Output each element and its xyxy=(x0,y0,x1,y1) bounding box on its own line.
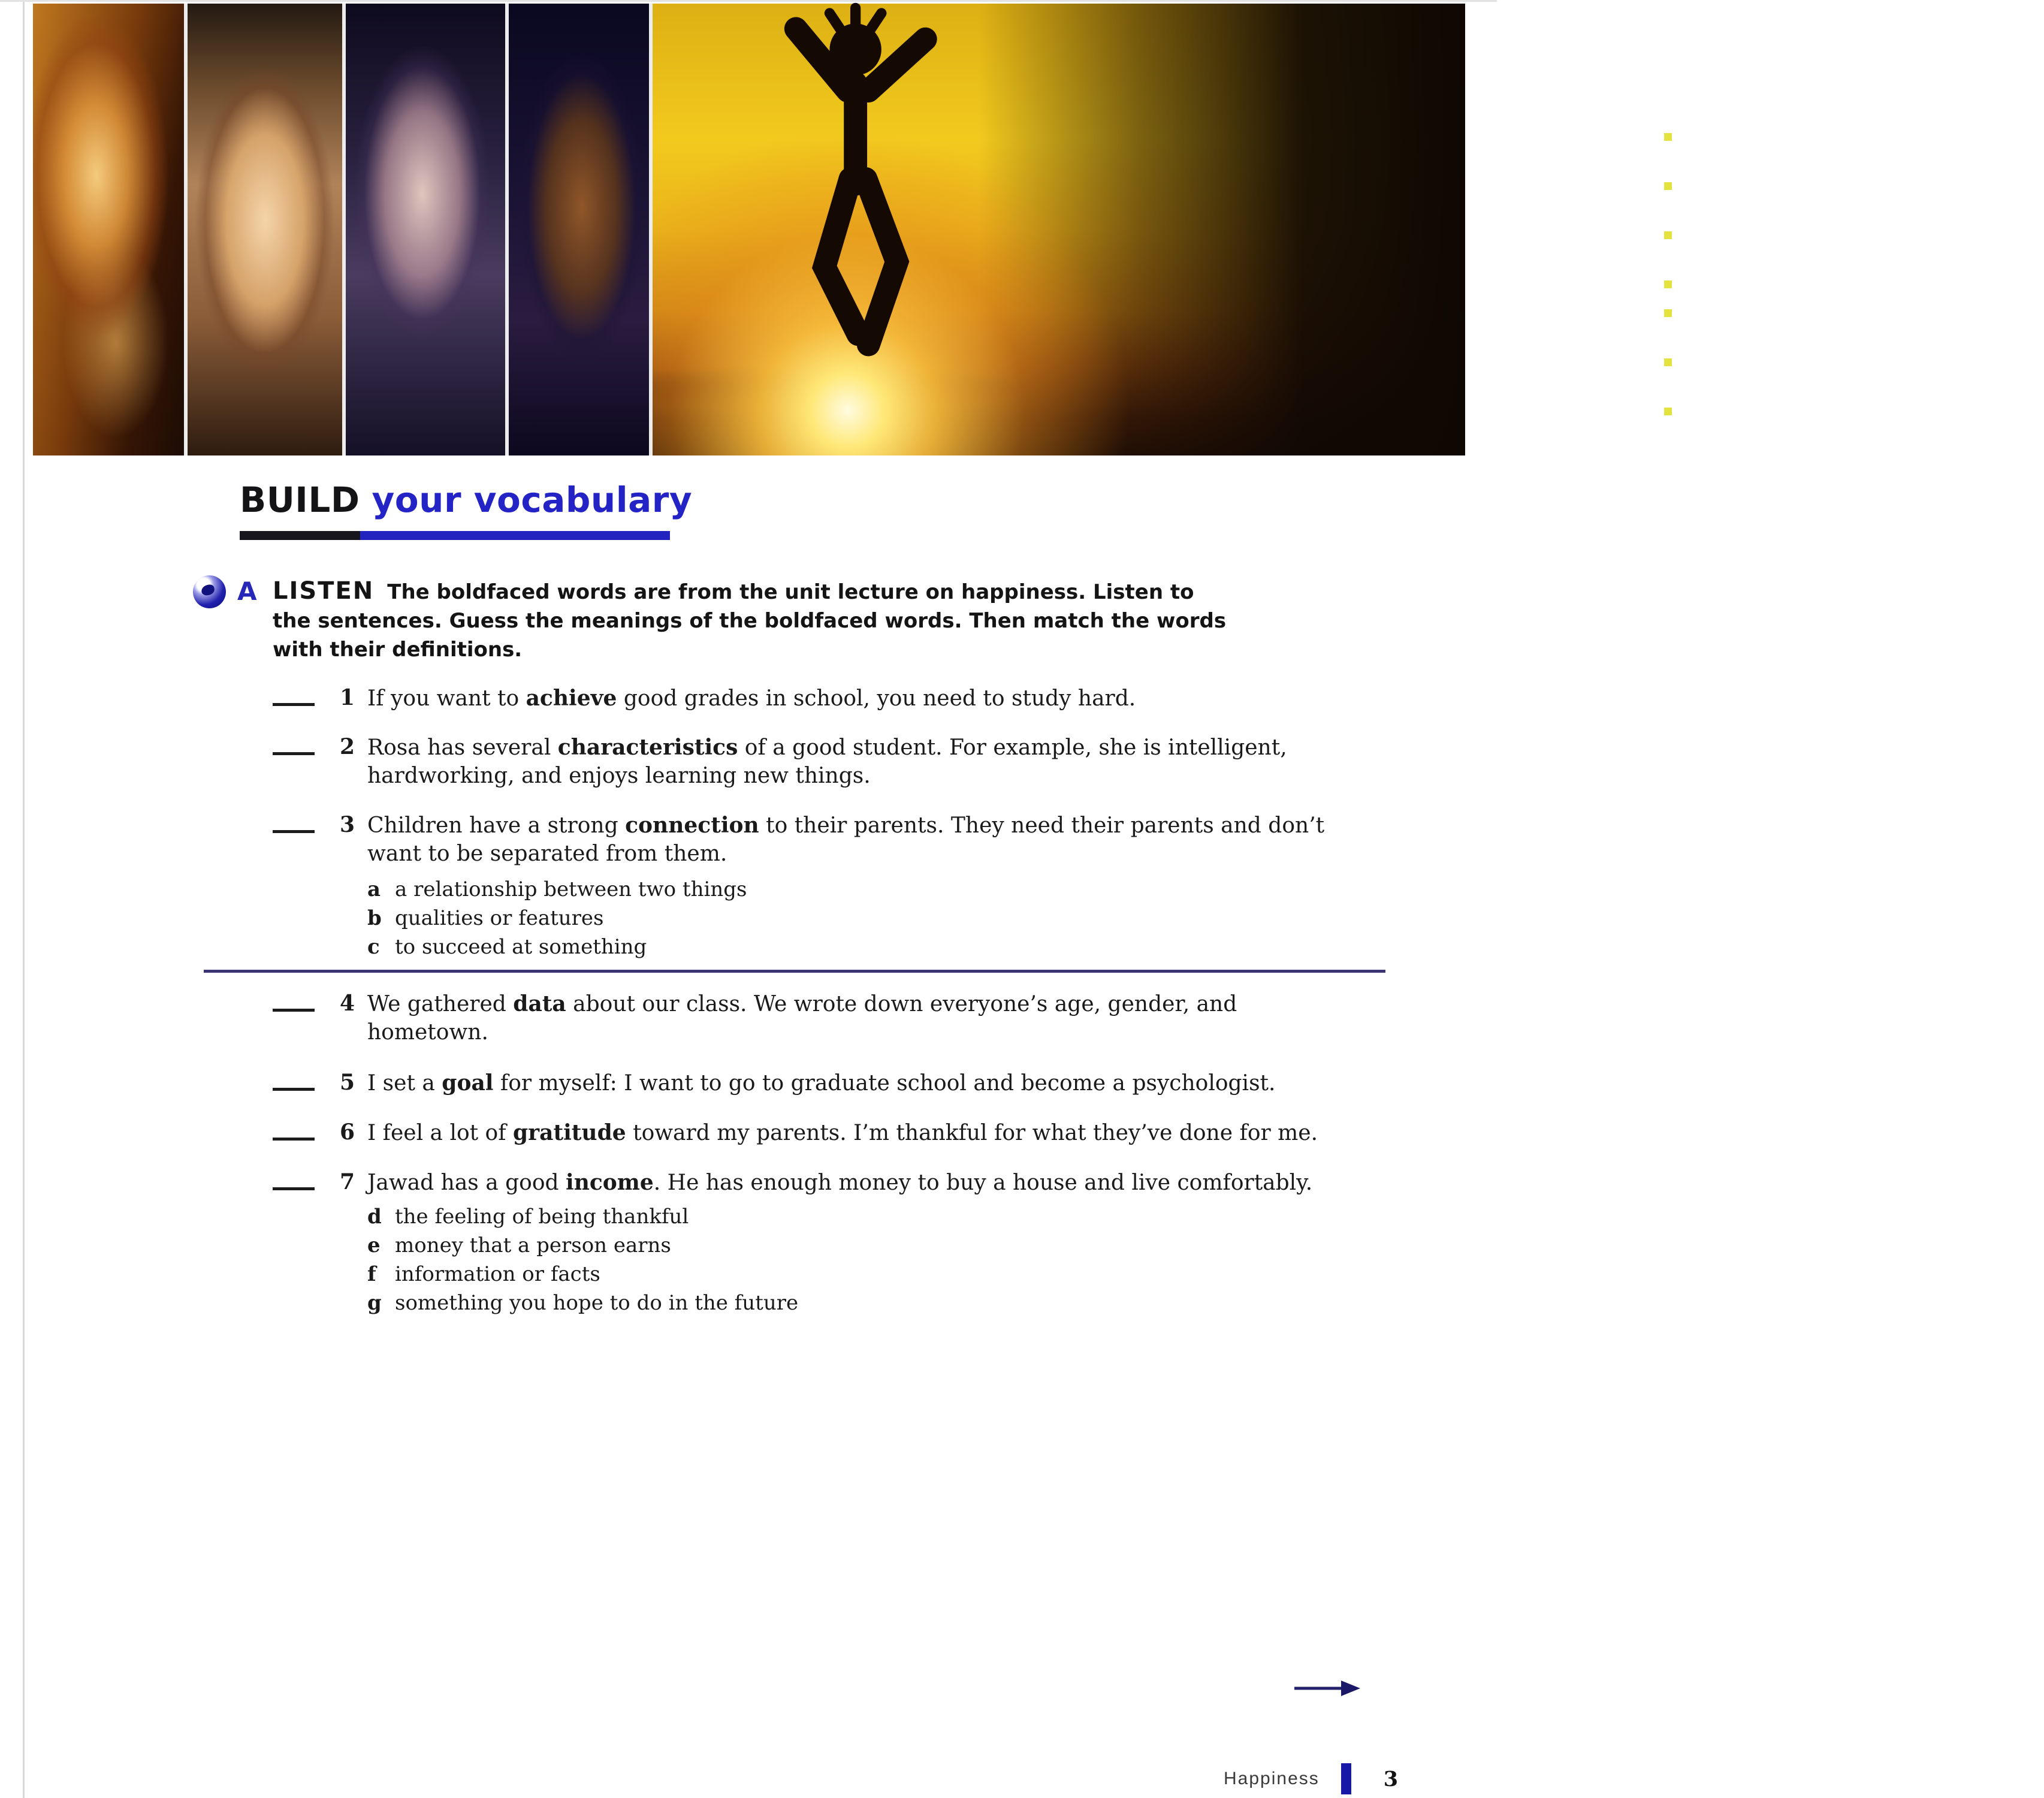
sentence-text: I set a xyxy=(367,1071,442,1096)
bullet-square-icon xyxy=(1664,133,1672,141)
definition-row xyxy=(367,1232,798,1261)
item-sentence xyxy=(367,811,1380,868)
activity-type-label: LISTEN xyxy=(273,577,375,605)
answer-blank[interactable] xyxy=(273,734,315,755)
outcome-item xyxy=(1664,128,2044,168)
footer-unit-title: Happiness xyxy=(1224,1769,1320,1788)
answer-blank[interactable] xyxy=(273,1169,315,1190)
definition-letter: a xyxy=(367,877,381,901)
activity-instructions xyxy=(273,577,1231,664)
outcome-item xyxy=(1664,353,2044,394)
sentence-text: good grades in school, you need to study hard. xyxy=(617,686,1136,711)
outcome-text: fact-check statements about a psychology lecture xyxy=(1682,227,1961,266)
unit-opener-banner xyxy=(33,4,2021,455)
learning-outcomes-title: LEARNING OUTCOMES xyxy=(1664,59,1922,80)
learning-outcomes-panel xyxy=(1664,59,2044,451)
definitions-list-abc xyxy=(367,876,747,963)
sunset-photo xyxy=(653,4,2021,455)
page-title xyxy=(240,479,692,520)
outcome-text: recognize and practice strategies for agreeing xyxy=(1682,304,2021,343)
face-photo-3 xyxy=(346,4,505,455)
definition-row xyxy=(367,1261,798,1290)
learning-outcomes-intro: In this unit you will: xyxy=(1664,93,1846,112)
next-page-arrow-icon[interactable] xyxy=(1293,1677,1361,1700)
audio-icon[interactable] xyxy=(193,575,226,608)
sentence-text: toward my parents. I’m thankful for what they’ve done for me. xyxy=(626,1121,1318,1145)
section-label-a: A xyxy=(237,577,257,606)
definition-letter: d xyxy=(367,1205,382,1229)
definitions-list-defg xyxy=(367,1203,798,1319)
definition-text: money that a person earns xyxy=(395,1233,671,1257)
face-photo-1 xyxy=(33,4,184,455)
bullet-square-icon xyxy=(1664,231,1672,239)
item-number: 6 xyxy=(340,1120,355,1145)
footer-page-number: 3 xyxy=(1383,1766,1399,1791)
sentence-text: Jawad has a good xyxy=(367,1170,566,1195)
item-number: 2 xyxy=(340,734,355,759)
exercise-item-2 xyxy=(273,734,1399,790)
vocab-word: gratitude xyxy=(513,1120,626,1145)
definition-text: a relationship between two things xyxy=(395,877,747,901)
definition-letter: e xyxy=(367,1233,381,1257)
bullet-square-icon xyxy=(1664,280,1672,288)
definition-row xyxy=(367,1203,798,1232)
definition-text: the feeling of being thankful xyxy=(395,1205,689,1229)
definition-row xyxy=(367,905,747,934)
vocab-word: data xyxy=(513,991,566,1016)
bullet-square-icon xyxy=(1664,358,1672,366)
outcome-item xyxy=(1664,275,2044,295)
vocab-word: income xyxy=(566,1170,654,1195)
answer-blank[interactable] xyxy=(273,811,315,833)
item-sentence xyxy=(367,684,1380,713)
sentence-text: I feel a lot of xyxy=(367,1121,513,1145)
face-photo-4 xyxy=(509,4,649,455)
definition-text: qualities or features xyxy=(395,906,604,930)
bullet-square-icon xyxy=(1664,408,1672,415)
bullet-square-icon xyxy=(1664,309,1672,317)
answer-blank[interactable] xyxy=(273,1119,315,1141)
section-divider-line xyxy=(204,970,1385,973)
outcome-text: identify and practice syllable stress xyxy=(1682,276,2009,294)
answer-blank[interactable] xyxy=(273,990,315,1012)
exercise-item-6 xyxy=(273,1119,1399,1147)
outcome-item xyxy=(1664,177,2044,218)
definition-letter: b xyxy=(367,906,382,930)
sentence-text: Children have a strong xyxy=(367,813,626,838)
definition-text: something you hope to do in the future xyxy=(395,1291,799,1315)
answer-blank[interactable] xyxy=(273,684,315,706)
scan-edge-top xyxy=(0,0,1497,2)
exercise-item-7 xyxy=(273,1169,1399,1197)
exercise-item-3 xyxy=(273,811,1399,868)
item-sentence xyxy=(367,990,1266,1046)
answer-blank[interactable] xyxy=(273,1069,315,1091)
outcome-text: note main ideas from a psychology lecture xyxy=(1682,177,2002,216)
jumping-person-silhouette xyxy=(712,13,988,402)
item-sentence xyxy=(367,1169,1380,1197)
outcome-item xyxy=(1664,402,2044,443)
sentence-text: We gathered xyxy=(367,992,514,1016)
outcome-text: note the topic and main ideas of a short talk xyxy=(1682,128,1995,167)
page-footer xyxy=(1224,1763,1398,1794)
definition-row xyxy=(367,934,747,963)
definition-text: information or facts xyxy=(395,1262,600,1286)
definition-letter: g xyxy=(367,1291,382,1315)
outcome-text: give a presentation about happiness while showing confidence xyxy=(1682,403,2018,442)
sentence-text: If you want to xyxy=(367,686,526,711)
outcome-item xyxy=(1664,226,2044,267)
item-sentence xyxy=(367,1119,1380,1147)
sentence-text: to their parents. They need their parents and don’t want to be separated from them. xyxy=(367,813,1325,866)
sentence-text: of a good student. For example, she is intelligent, hardworking, and enjoys learning new things. xyxy=(367,735,1287,788)
exercise-item-5 xyxy=(273,1069,1399,1097)
sentence-text: Rosa has several xyxy=(367,735,558,760)
definition-row xyxy=(367,876,747,905)
outcome-text: review your lecture notes to prepare for the unit test xyxy=(1682,354,2019,393)
definition-text: to succeed at something xyxy=(395,935,647,959)
item-sentence xyxy=(367,1069,1380,1097)
vocab-word: characteristics xyxy=(557,735,738,760)
item-sentence xyxy=(367,734,1380,790)
exercise-item-1 xyxy=(273,684,1399,713)
bullet-square-icon xyxy=(1664,182,1672,190)
vocab-word: achieve xyxy=(526,686,617,711)
item-number: 7 xyxy=(340,1169,355,1194)
item-number: 5 xyxy=(340,1070,355,1095)
page-title-rest: your vocabulary xyxy=(372,479,693,520)
footer-accent-bar xyxy=(1341,1763,1351,1794)
item-number: 4 xyxy=(340,991,355,1016)
sentence-text: for myself: I want to go to graduate school and become a psychologist. xyxy=(493,1071,1276,1096)
vocab-word: connection xyxy=(625,813,759,838)
page-title-bold: BUILD xyxy=(240,479,360,520)
sentence-text: . He has enough money to buy a house and live comfortably. xyxy=(653,1170,1313,1195)
definition-row xyxy=(367,1290,798,1319)
definition-letter: c xyxy=(367,935,380,959)
scan-edge-left xyxy=(23,0,25,1798)
face-photo-2 xyxy=(188,4,342,455)
outcome-item xyxy=(1664,304,2044,345)
item-number: 1 xyxy=(340,685,355,710)
vocab-word: goal xyxy=(442,1070,494,1096)
exercise-item-4 xyxy=(273,990,1399,1046)
sentence-text: about our class. We wrote down everyone’s age, gender, and hometown. xyxy=(367,992,1237,1045)
heading-rule xyxy=(240,531,670,540)
definition-letter: f xyxy=(367,1262,376,1286)
item-number: 3 xyxy=(340,812,355,837)
activity-instructions-text: The boldfaced words are from the unit lecture on happiness. Listen to the sentences. Guess the meanings of the boldfaced words. Then match the words with their definitions. xyxy=(273,580,1227,662)
learning-outcomes-list xyxy=(1664,128,2044,443)
